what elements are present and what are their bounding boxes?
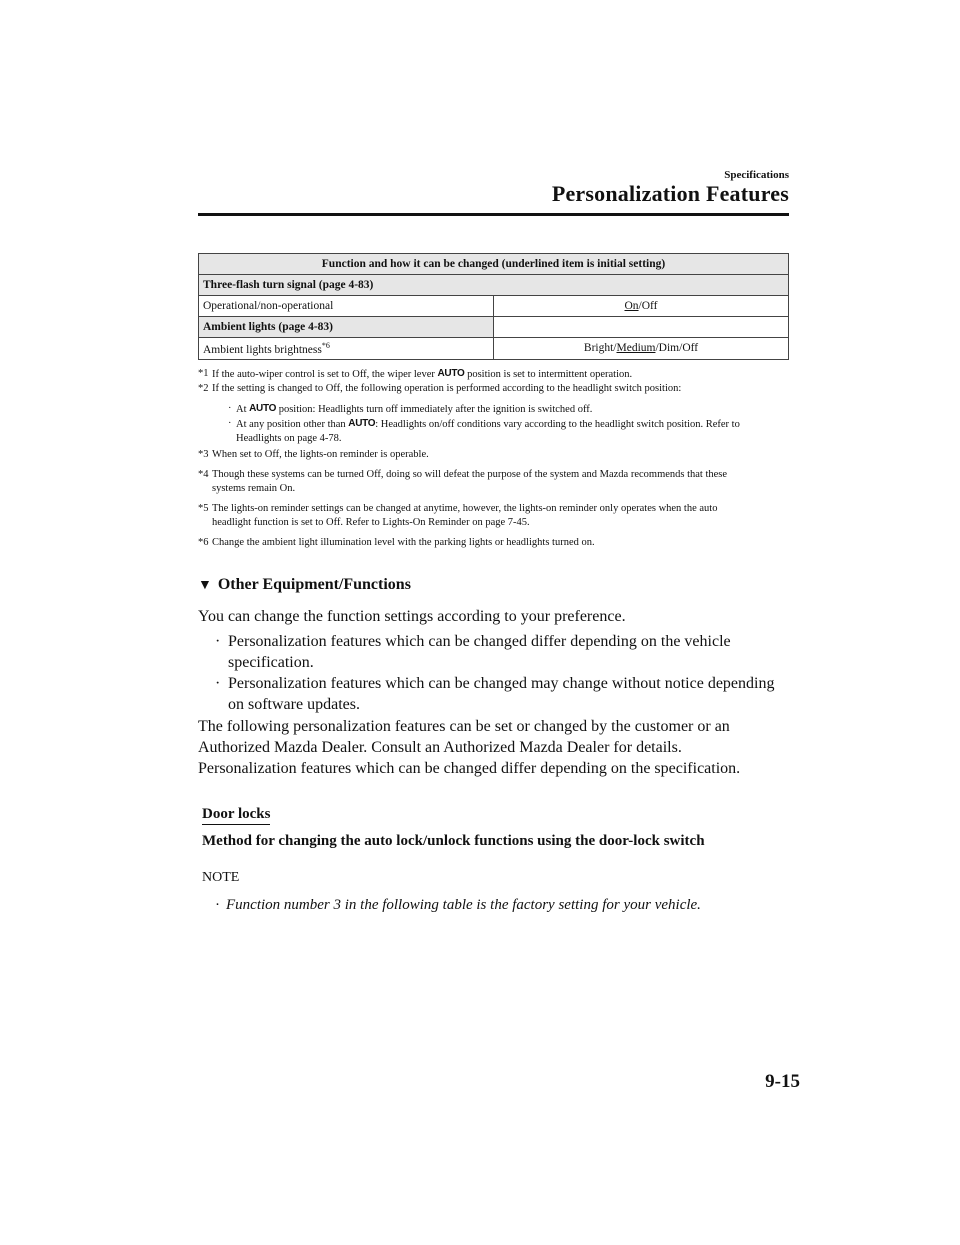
table-group-row xyxy=(199,317,789,338)
bullet-icon: · xyxy=(215,633,221,650)
section-title: Other Equipment/Functions xyxy=(217,576,411,593)
footnote-label: *2 xyxy=(198,383,209,394)
footnote-1 xyxy=(198,367,758,382)
footnote-text: position is set to intermittent operation. xyxy=(467,369,633,380)
table-group-ambient: Ambient lights (page 4-83) xyxy=(199,317,494,338)
section-paragraph: The following personalization features can be set or changed by the customer or an Authorized Mazda Dealer. Consult an Authorized Mazda Dealer for details. Personalization features which can be changed differ depending on the specification. xyxy=(198,718,741,777)
footnote-label: *3 xyxy=(198,449,209,460)
table-header-cell: Function and how it can be changed (underlined item is initial setting) xyxy=(199,254,789,275)
other-settings: /Dim/Off xyxy=(655,342,699,355)
page-title: Personalization Features xyxy=(551,181,789,206)
footnote-text: If the setting is changed to Off, the following operation is performed according to the headlight switch position: xyxy=(212,383,682,394)
footnote-text: Though these systems can be turned Off, doing so will defeat the purpose of the system and Mazda recommends that these systems remain On. xyxy=(212,469,728,494)
other-settings: /Off xyxy=(638,300,658,312)
bullet-list xyxy=(213,631,793,715)
initial-setting: Medium xyxy=(616,342,656,355)
footnote-3 xyxy=(198,448,758,462)
note-label: NOTE xyxy=(202,870,240,885)
auto-position-icon: AUTO xyxy=(348,418,376,429)
settings-table xyxy=(198,253,789,360)
other-settings: Bright/ xyxy=(583,342,617,355)
list-item-text: Personalization features which can be changed differ depending on the vehicle specification. xyxy=(228,633,731,671)
table-cell-value xyxy=(494,296,789,317)
footnote-label: *1 xyxy=(198,368,209,379)
method-heading: Method for changing the auto lock/unlock functions using the door-lock switch xyxy=(202,833,705,849)
note-item-text: Function number 3 in the following table is the factory setting for your vehicle. xyxy=(226,897,701,913)
table-group-row xyxy=(199,275,789,296)
footnote-2 xyxy=(198,382,758,396)
footnote-text: The lights-on reminder settings can be changed at anytime, however, the lights-on reminder only operates when the auto headlight function is set to Off. Refer to Lights-On Reminder on page 7-45. xyxy=(212,503,718,528)
header-rule xyxy=(198,213,789,216)
bullet-icon: · xyxy=(215,675,221,692)
footnote-2-bullet-2 xyxy=(198,417,758,446)
table-group-three-flash: Three-flash turn signal (page 4-83) xyxy=(199,275,789,296)
table-header-row xyxy=(199,254,789,275)
door-locks-heading: Door locks xyxy=(202,806,270,825)
footnote-text: position: Headlights turn off immediately after the ignition is switched off. xyxy=(278,404,593,415)
table-cell-label xyxy=(199,338,494,360)
auto-position-icon: AUTO xyxy=(249,403,277,414)
footnote-text: Change the ambient light illumination level with the parking lights or headlights turned on. xyxy=(212,537,595,548)
footnote-ref: *6 xyxy=(321,341,330,350)
footnote-2-bullet-1 xyxy=(198,402,758,417)
page-number: 9-15 xyxy=(765,1071,800,1092)
footnote-text: At xyxy=(236,404,247,415)
footnote-6 xyxy=(198,536,758,550)
triangle-down-icon: ▼ xyxy=(198,578,212,593)
list-item xyxy=(213,673,793,715)
section-heading xyxy=(198,576,411,594)
label-text: Ambient lights brightness xyxy=(203,343,322,356)
auto-position-icon: AUTO xyxy=(437,368,465,379)
bullet-icon: · xyxy=(228,403,232,414)
footnote-text: When set to Off, the lights-on reminder is operable. xyxy=(212,449,429,460)
table-cell-value xyxy=(494,338,789,360)
footnote-4 xyxy=(198,468,758,496)
bullet-icon: · xyxy=(228,418,232,429)
footnote-label: *6 xyxy=(198,537,209,548)
footnotes xyxy=(198,367,758,550)
table-row xyxy=(199,338,789,360)
section-intro: You can change the function settings according to your preference. xyxy=(198,608,626,625)
footnote-text: : Headlights on/off conditions vary according to the headlight switch position. Refer to Headlights on page 4-78. xyxy=(236,419,740,444)
note-item xyxy=(215,897,701,914)
table-cell-label: Operational/non-operational xyxy=(199,296,494,317)
table-empty-cell xyxy=(494,317,789,338)
initial-setting: On xyxy=(624,300,639,312)
footnote-text: If the auto-wiper control is set to Off, the wiper lever xyxy=(212,369,435,380)
list-item-text: Personalization features which can be changed may change without notice depending on software updates. xyxy=(228,675,775,713)
footnote-label: *5 xyxy=(198,503,209,514)
header-section-label: Specifications xyxy=(724,169,789,181)
list-item xyxy=(213,631,793,673)
bullet-icon: · xyxy=(215,897,220,913)
footnote-text: At any position other than xyxy=(236,419,346,430)
footnote-5 xyxy=(198,502,758,530)
table-row xyxy=(199,296,789,317)
footnote-label: *4 xyxy=(198,469,209,480)
